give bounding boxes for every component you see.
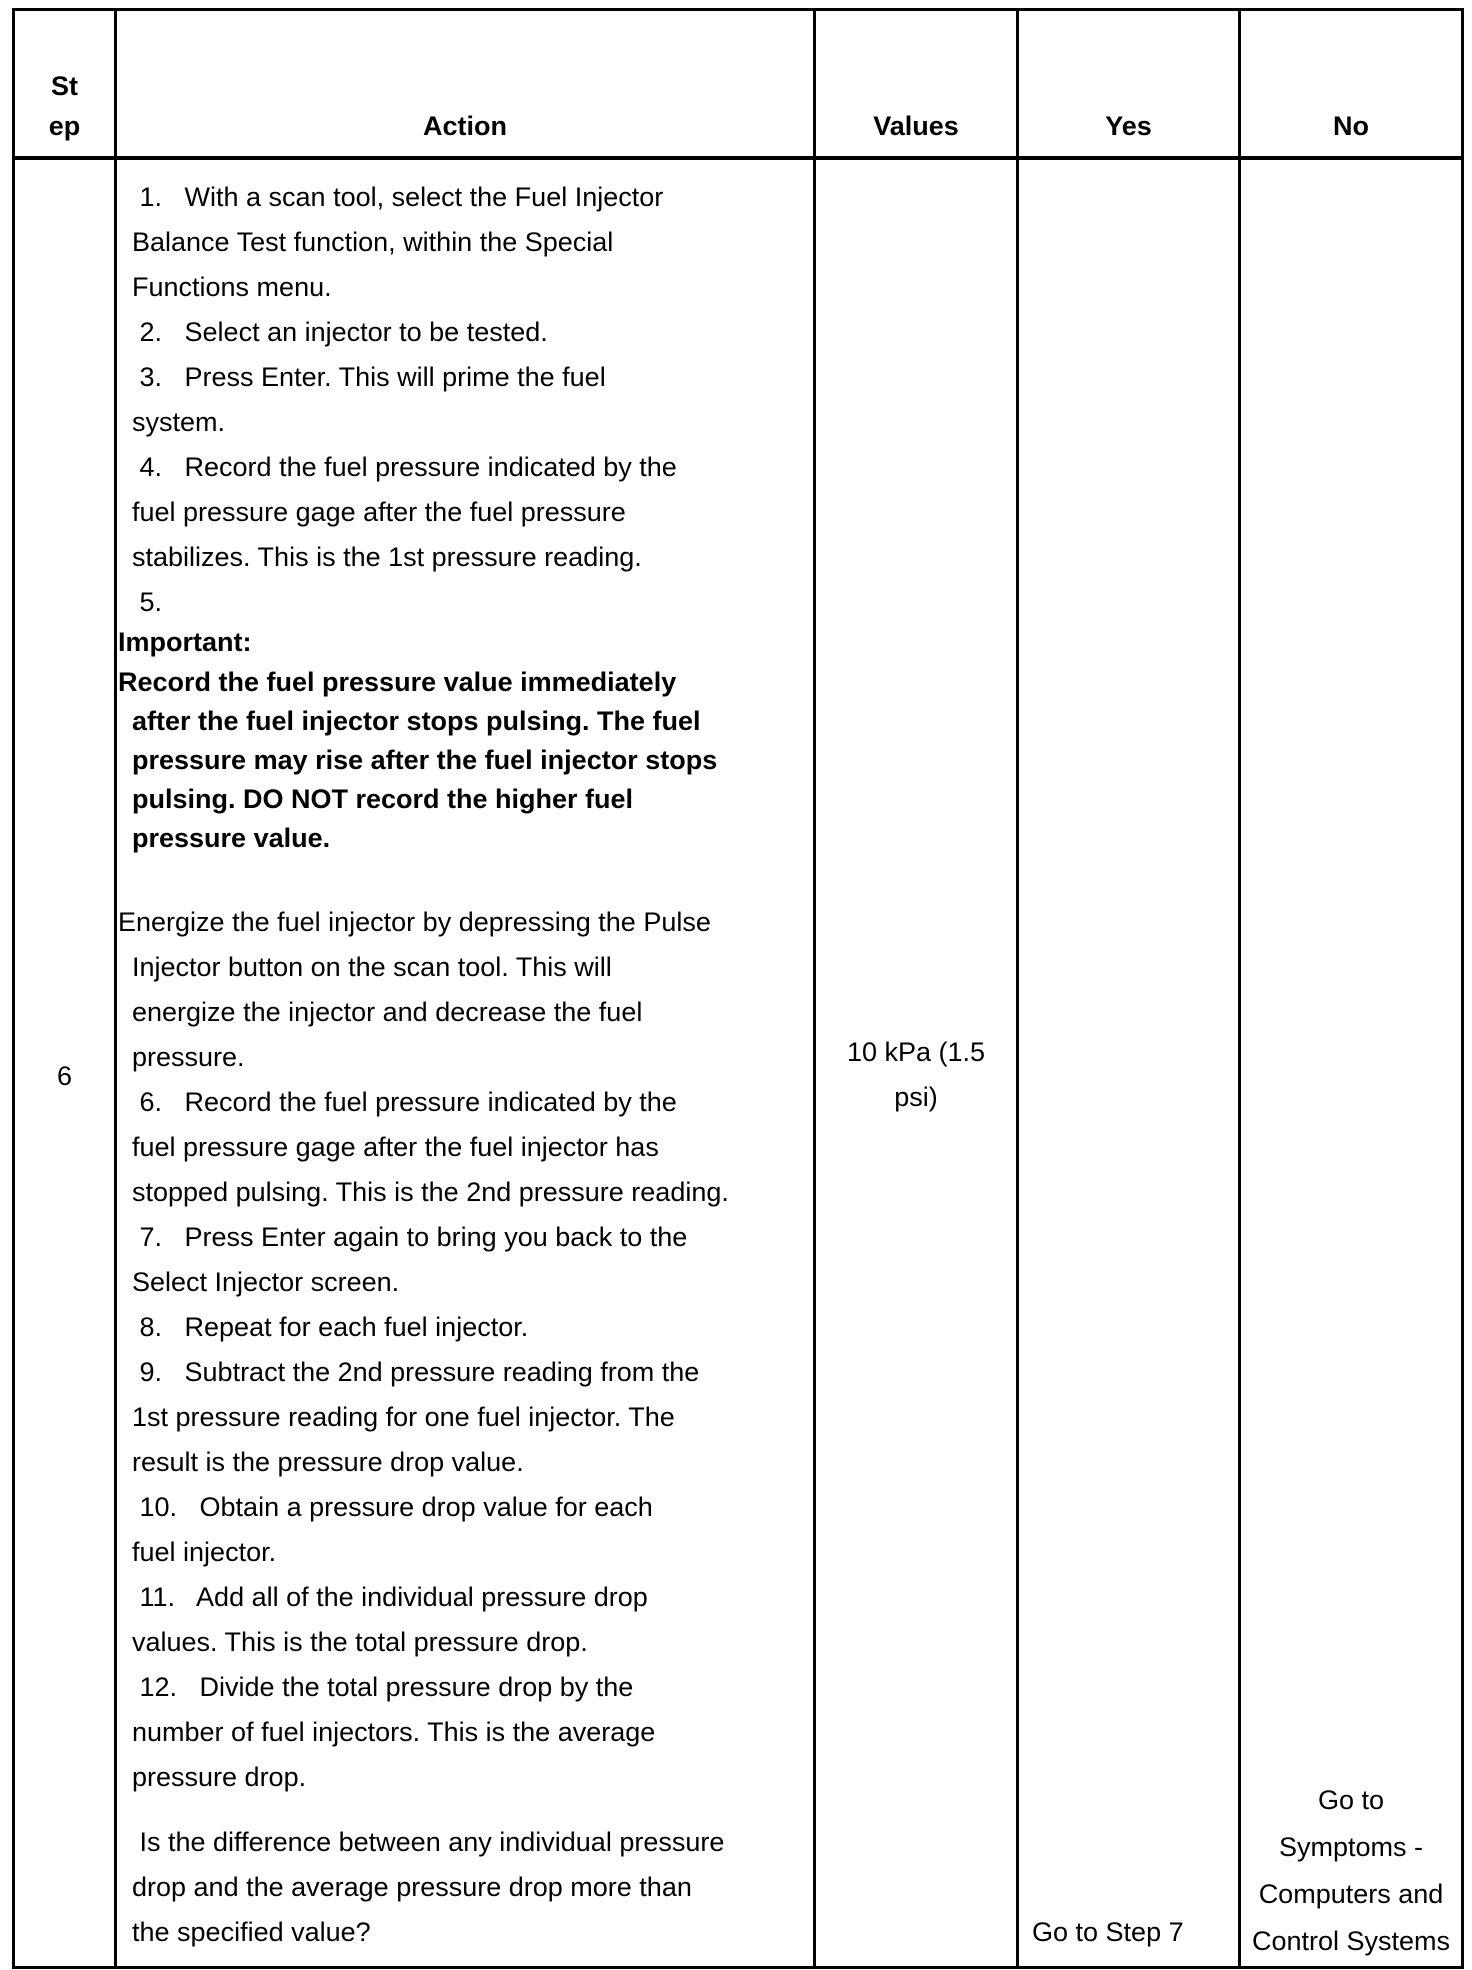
- no-result-line: Computers and: [1258, 1879, 1444, 1909]
- column-divider: [114, 8, 117, 1969]
- step-number: 6: [56, 1061, 73, 1091]
- action-line: 9. Subtract the 2nd pressure reading from the: [132, 1357, 700, 1387]
- action-line: 3. Press Enter. This will prime the fuel: [132, 362, 606, 392]
- header-no: No: [1333, 111, 1369, 141]
- action-line: pressure.: [132, 1042, 245, 1072]
- action-line: 6. Record the fuel pressure indicated by the: [132, 1087, 677, 1117]
- action-line: 8. Repeat for each fuel injector.: [132, 1312, 529, 1342]
- header-step-line: ep: [48, 111, 81, 141]
- action-line: Injector button on the scan tool. This will: [132, 952, 612, 982]
- column-divider: [1016, 8, 1019, 1969]
- action-line: Energize the fuel injector by depressing the Pulse: [118, 907, 711, 937]
- no-result-line: Control Systems: [1251, 1926, 1451, 1956]
- header-divider: [12, 156, 1464, 160]
- yes-result: Go to Step 7: [1032, 1917, 1184, 1947]
- header-step: [15, 66, 114, 146]
- action-line: result is the pressure drop value.: [132, 1447, 524, 1477]
- action-line: Select Injector screen.: [132, 1267, 400, 1297]
- no-result: [1241, 1777, 1461, 1965]
- action-line: 11. Add all of the individual pressure drop: [132, 1582, 648, 1612]
- action-line: values. This is the total pressure drop.: [132, 1627, 588, 1657]
- spec-value-line: psi): [894, 1082, 938, 1112]
- table-border-top: [12, 8, 1464, 11]
- spec-value: [816, 1030, 1016, 1120]
- action-line: fuel pressure gage after the fuel injector has: [132, 1132, 659, 1162]
- table-border-bottom: [12, 1966, 1464, 1969]
- column-divider: [813, 8, 816, 1969]
- no-result-line: Symptoms -: [1278, 1832, 1424, 1862]
- question-line: the specified value?: [132, 1917, 371, 1947]
- action-line: Balance Test function, within the Special: [132, 227, 614, 257]
- important-line: Record the fuel pressure value immediately: [118, 667, 677, 697]
- action-steps-energize-12: [118, 900, 729, 1800]
- action-line: 12. Divide the total pressure drop by the: [132, 1672, 634, 1702]
- table-border-right: [1461, 8, 1464, 1969]
- action-line: stabilizes. This is the 1st pressure reading.: [132, 542, 642, 572]
- action-line: fuel pressure gage after the fuel pressure: [132, 497, 626, 527]
- important-line: pressure value.: [132, 823, 331, 853]
- spec-value-line: 10 kPa (1.5: [846, 1037, 986, 1067]
- action-line: 1st pressure reading for one fuel injector. The: [132, 1402, 675, 1432]
- column-divider: [1238, 8, 1241, 1969]
- action-line: system.: [132, 407, 226, 437]
- important-label: Important:: [118, 627, 252, 657]
- action-line: number of fuel injectors. This is the average: [132, 1717, 656, 1747]
- header-values: Values: [873, 111, 959, 141]
- important-note: [118, 663, 717, 858]
- action-line: 4. Record the fuel pressure indicated by the: [132, 452, 677, 482]
- question: [132, 1820, 724, 1955]
- action-line: Functions menu.: [132, 272, 332, 302]
- action-line: 5.: [132, 587, 163, 617]
- action-line: 1. With a scan tool, select the Fuel Injector: [132, 182, 664, 212]
- action-line: 2. Select an injector to be tested.: [132, 317, 548, 347]
- action-line: 10. Obtain a pressure drop value for each: [132, 1492, 653, 1522]
- action-steps-1-5: [132, 175, 677, 625]
- no-result-line: Go to: [1317, 1785, 1385, 1815]
- action-line: pressure drop.: [132, 1762, 307, 1792]
- action-line: fuel injector.: [132, 1537, 277, 1567]
- header-yes: Yes: [1105, 111, 1152, 141]
- action-line: energize the injector and decrease the fuel: [132, 997, 643, 1027]
- action-line: 7. Press Enter again to bring you back to the: [132, 1222, 688, 1252]
- header-step-line: St: [51, 71, 78, 101]
- action-line: stopped pulsing. This is the 2nd pressure reading.: [132, 1177, 729, 1207]
- important-line: after the fuel injector stops pulsing. The fuel: [132, 706, 701, 736]
- question-line: drop and the average pressure drop more than: [132, 1872, 692, 1902]
- important-line: pulsing. DO NOT record the higher fuel: [132, 784, 634, 814]
- question-line: Is the difference between any individual pressure: [132, 1827, 725, 1857]
- header-action: Action: [423, 111, 507, 141]
- important-line: pressure may rise after the fuel injector stops: [132, 745, 718, 775]
- table-border-left: [12, 8, 15, 1969]
